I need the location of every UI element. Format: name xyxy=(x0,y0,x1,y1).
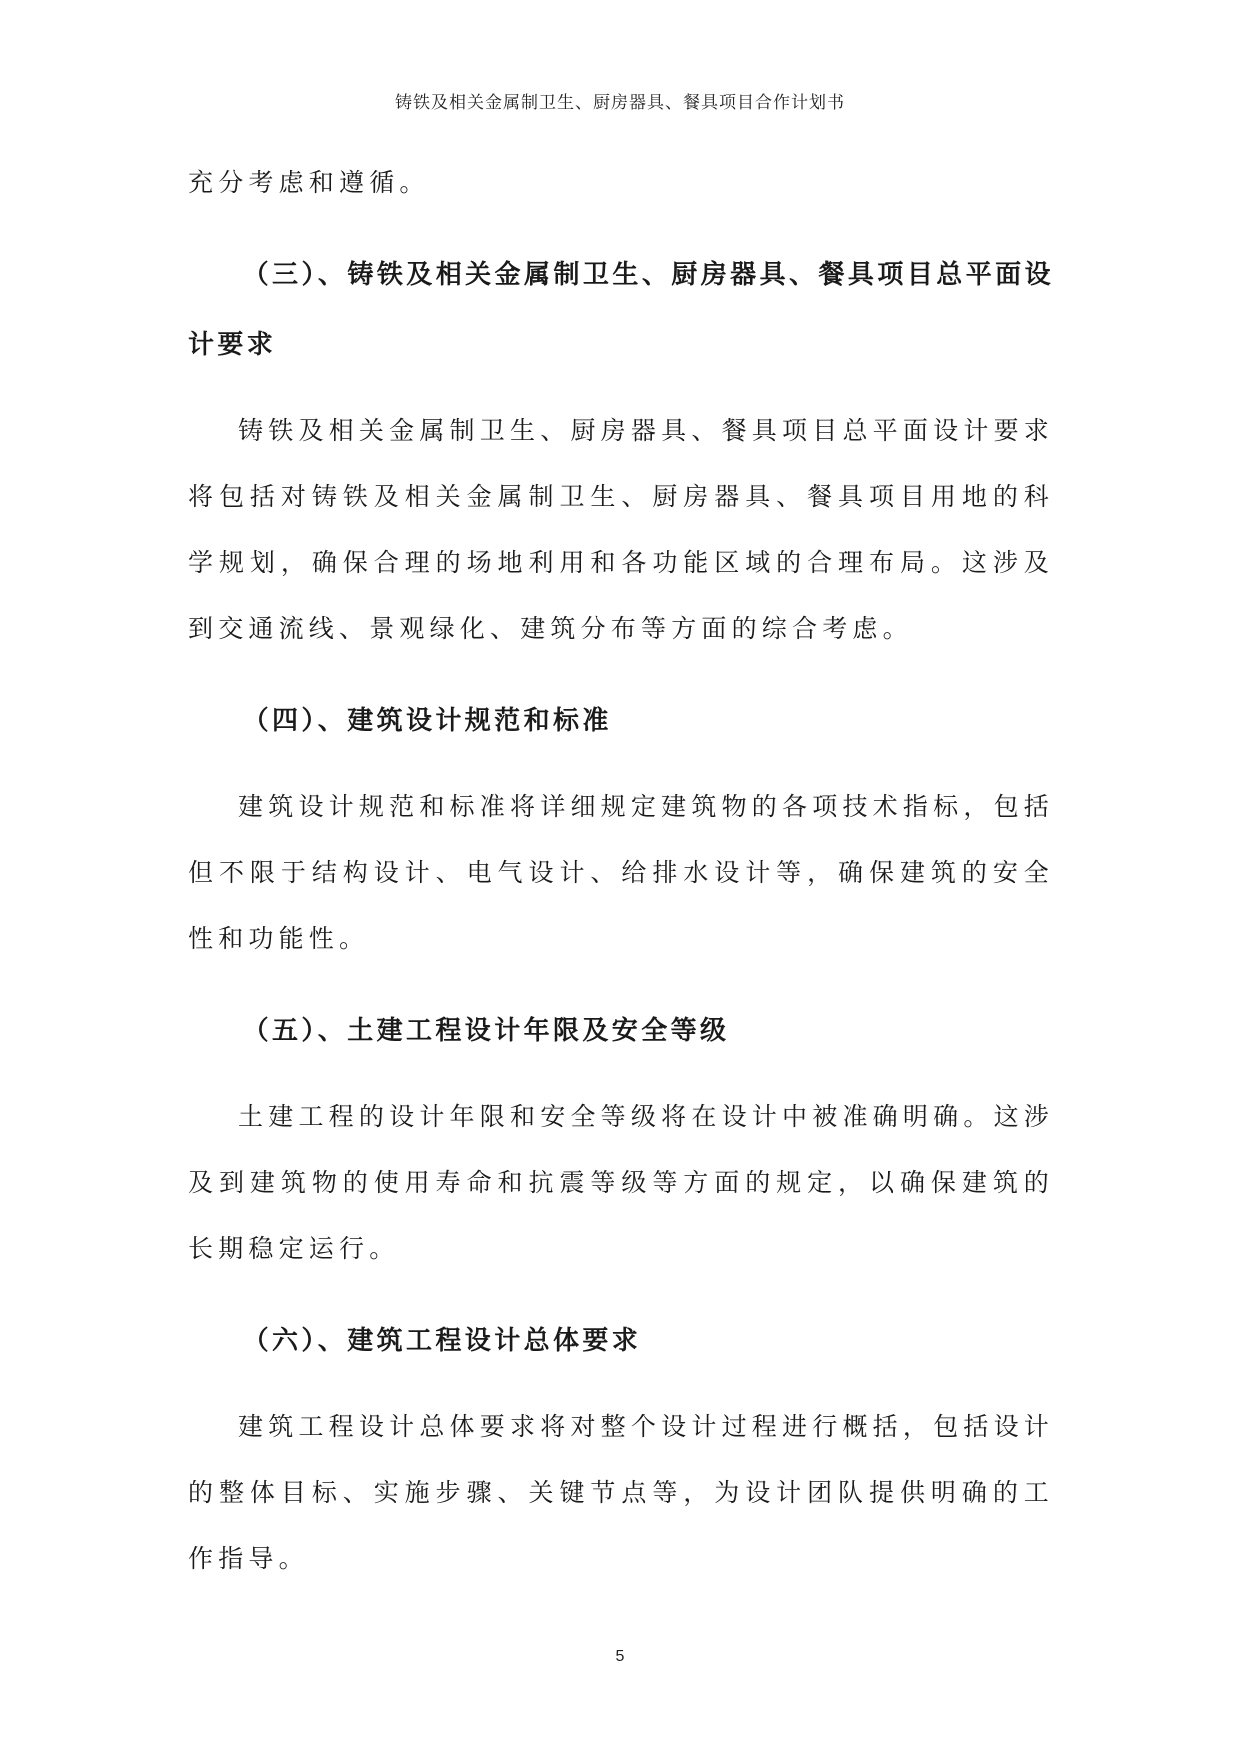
page-number: 5 xyxy=(615,1648,625,1665)
running-header: 铸铁及相关金属制卫生、厨房器具、餐具项目合作计划书 xyxy=(395,93,845,113)
section-heading-6: （六）、建筑工程设计总体要求 xyxy=(242,1326,642,1356)
continuation-text: 充分考虑和遵循。 xyxy=(188,168,430,197)
section-text-3: 铸铁及相关金属制卫生、厨房器具、餐具项目总平面设计要求将包括对铸铁及相关金属制卫生、厨房器具、餐具项目用地的科学规划，确保合理的场地利用和各功能区域的合理布局。这涉及到交通流线、景观绿化、建筑分布等方面的综合考虑。 xyxy=(188,416,1054,643)
section-text-5: 土建工程的设计年限和安全等级将在设计中被准确明确。这涉及到建筑物的使用寿命和抗震等级等方面的规定，以确保建筑的长期稳定运行。 xyxy=(188,1102,1054,1263)
document-body xyxy=(188,150,1054,1592)
section-heading-4: （四）、建筑设计规范和标准 xyxy=(242,706,612,736)
section-text-4: 建筑设计规范和标准将详细规定建筑物的各项技术指标，包括但不限于结构设计、电气设计、给排水设计等，确保建筑的安全性和功能性。 xyxy=(188,792,1054,953)
section-heading-5: （五）、土建工程设计年限及安全等级 xyxy=(242,1016,730,1046)
section-text-6: 建筑工程设计总体要求将对整个设计过程进行概括，包括设计的整体目标、实施步骤、关键节点等，为设计团队提供明确的工作指导。 xyxy=(188,1412,1054,1573)
section-heading-3: （三）、铸铁及相关金属制卫生、厨房器具、餐具项目总平面设计要求 xyxy=(188,260,1054,360)
